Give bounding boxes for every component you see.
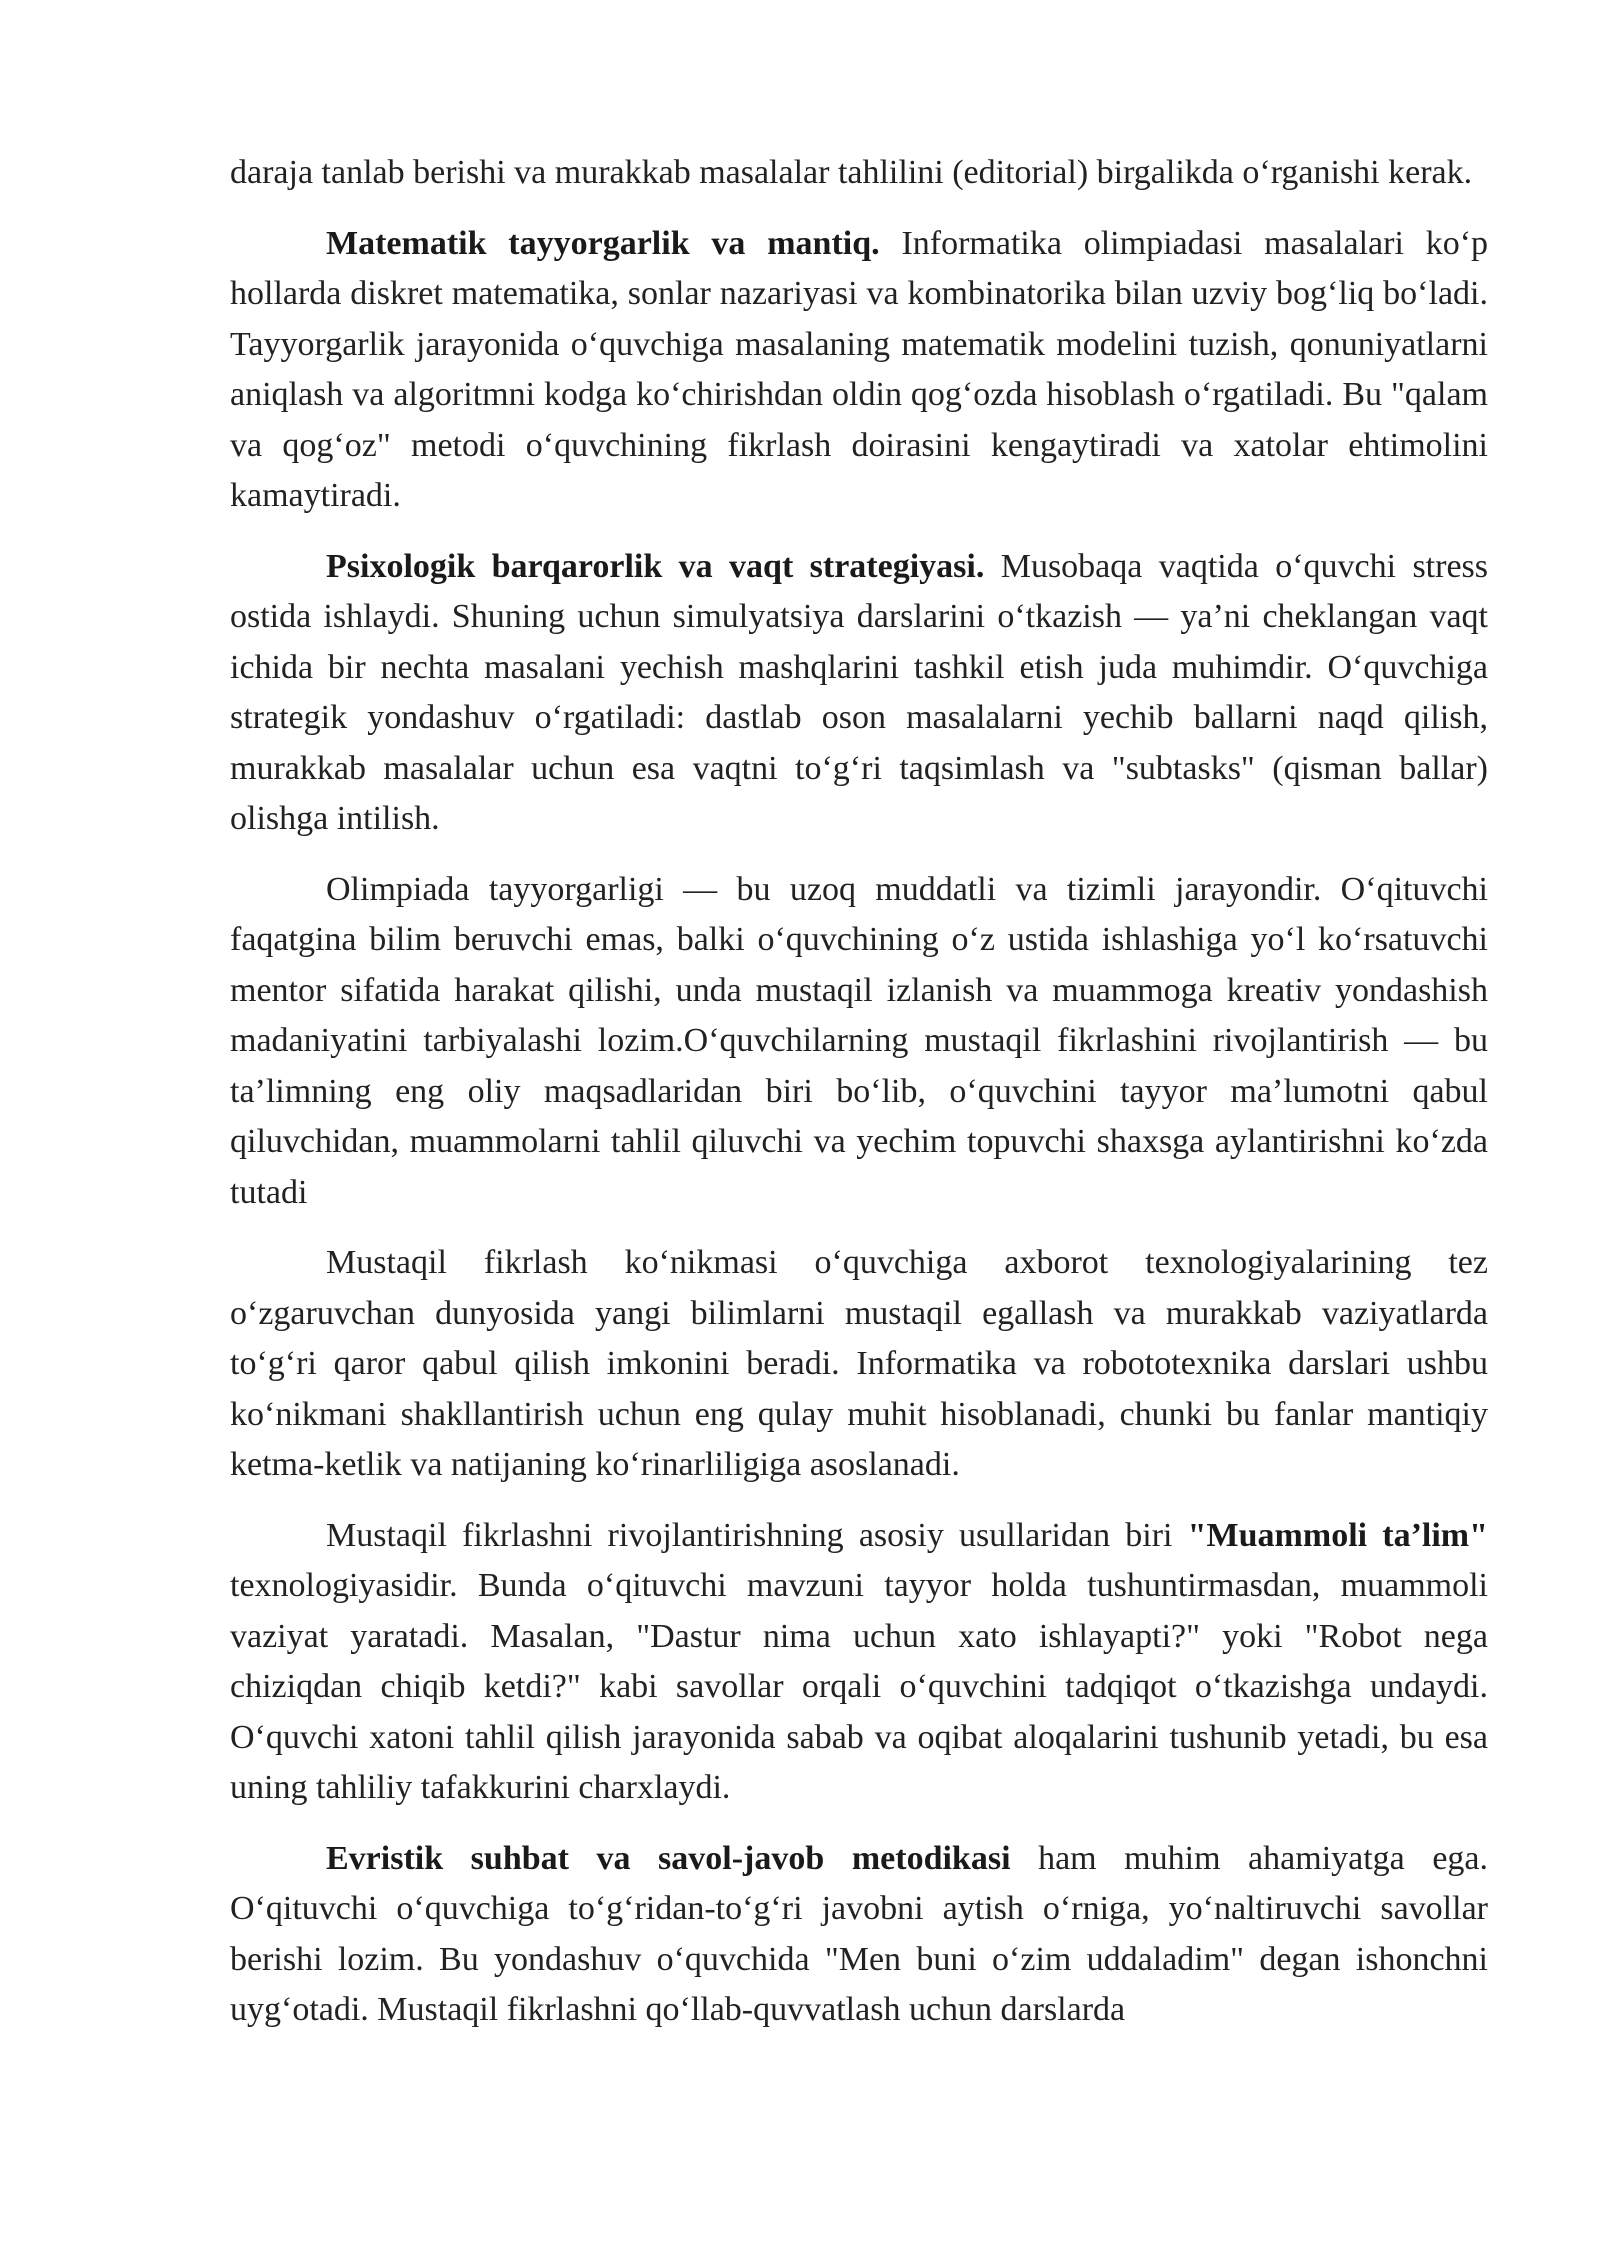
paragraph-text: Mustaqil fikrlash ko‘nikmasi o‘quvchiga axborot texnologiyalarining tez o‘zgaruvchan dunyosida yangi bilimlarni mustaqil egallash va murakkab vaziyatlarda to‘g‘ri qaror qabul qilish imkonini beradi. Informatika va robototexnika darslari ushbu ko‘nikmani shakllantirish uchun eng qulay muhit hisoblanadi, chunki bu fanlar mantiqiy ketma-ketlik va natijaning ko‘rinarliligiga asoslanadi.	[230, 1244, 1488, 1483]
paragraph-text: Musobaqa vaqtida o‘quvchi stress ostida ishlaydi. Shuning uchun simulyatsiya darslarini o‘tkazish — ya’ni cheklangan vaqt ichida bir nechta masalani yechish mashqlarini tashkil etish juda muhimdir. O‘quvchiga strategik yondashuv o‘rgatiladi: dastlab oson masalalarni yechib ballarni naqd qilish, murakkab masalalar uchun esa vaqtni to‘g‘ri taqsimlash va "subtasks" (qisman ballar) olishga intilish.	[230, 547, 1488, 837]
paragraph-text: ham muhim ahamiyatga ega. O‘qituvchi o‘quvchiga to‘g‘ridan-to‘g‘ri javobni aytish o‘rniga, yo‘naltiruvchi savollar berishi lozim. Bu yondashuv o‘quvchida "Men buni o‘zim uddaladim" degan ishonchni uyg‘otadi. Mustaqil fikrlashni qo‘llab-quvvatlash uchun darslarda	[230, 1839, 1488, 2028]
paragraph-text: daraja tanlab berishi va murakkab masalalar tahlilini (editorial) birgalikda o‘rganishi kerak.	[230, 154, 1473, 191]
paragraph-olympiad-preparation	[230, 865, 1488, 1219]
paragraph-text: Informatika olimpiadasi masalalari ko‘p hollarda diskret matematika, sonlar nazariyasi va kombinatorika bilan uzviy bog‘liq bo‘ladi. Tayyorgarlik jarayonida o‘quvchiga masalaning matematik modelini tuzish, qonuniyatlarni aniqlash va algoritmni kodga ko‘chirishdan oldin qog‘ozda hisoblash o‘rgatiladi. Bu "qalam va qog‘oz" metodi o‘quvchining fikrlash doirasini kengaytiradi va xatolar ehtimolini kamaytiradi.	[230, 224, 1489, 514]
paragraph-mathematical-preparation	[230, 219, 1488, 522]
paragraph-heuristic-conversation	[230, 1834, 1488, 2036]
paragraph-text: texnologiyasidir. Bunda o‘qituvchi mavzuni tayyor holda tushuntirmasdan, muammoli vaziyat yaratadi. Masalan, "Dastur nima uchun xato ishlayapti?" yoki "Robot nega chiziqdan chiqib ketdi?" kabi savollar orqali o‘quvchini tadqiqot o‘tkazishga undaydi. O‘quvchi xatoni tahlil qilish jarayonida sabab va oqibat aloqalarini tushunib yetadi, bu esa uning tahliliy tafakkurini charxlaydi.	[230, 1567, 1488, 1806]
paragraph-independent-thinking-skill	[230, 1238, 1488, 1491]
paragraph-psychological-stability	[230, 542, 1488, 845]
paragraph-heading: Evristik suhbat va savol-javob metodikasi	[326, 1839, 1011, 1877]
paragraph-text-before: Mustaqil fikrlashni rivojlantirishning asosiy usullaridan biri	[326, 1516, 1188, 1554]
paragraph-continuation	[230, 148, 1488, 199]
paragraph-heading: "Muammoli ta’lim"	[1187, 1516, 1489, 1554]
document-page	[230, 148, 1488, 2056]
paragraph-problem-based-learning	[230, 1511, 1488, 1814]
paragraph-heading: Matematik tayyorgarlik va mantiq.	[326, 224, 880, 262]
paragraph-heading: Psixologik barqarorlik va vaqt strategiyasi.	[326, 547, 985, 585]
paragraph-text: Olimpiada tayyorgarligi — bu uzoq muddatli va tizimli jarayondir. O‘qituvchi faqatgina bilim beruvchi emas, balki o‘quvchining o‘z ustida ishlashiga yo‘l ko‘rsatuvchi mentor sifatida harakat qilishi, unda mustaqil izlanish va muammoga kreativ yondashish madaniyatini tarbiyalashi lozim.O‘quvchilarning mustaqil fikrlashini rivojlantirish — bu ta’limning eng oliy maqsadlaridan biri bo‘lib, o‘quvchini tayyor ma’lumotni qabul qiluvchidan, muammolarni tahlil qiluvchi va yechim topuvchi shaxsga aylantirishni ko‘zda tutadi	[230, 870, 1488, 1211]
